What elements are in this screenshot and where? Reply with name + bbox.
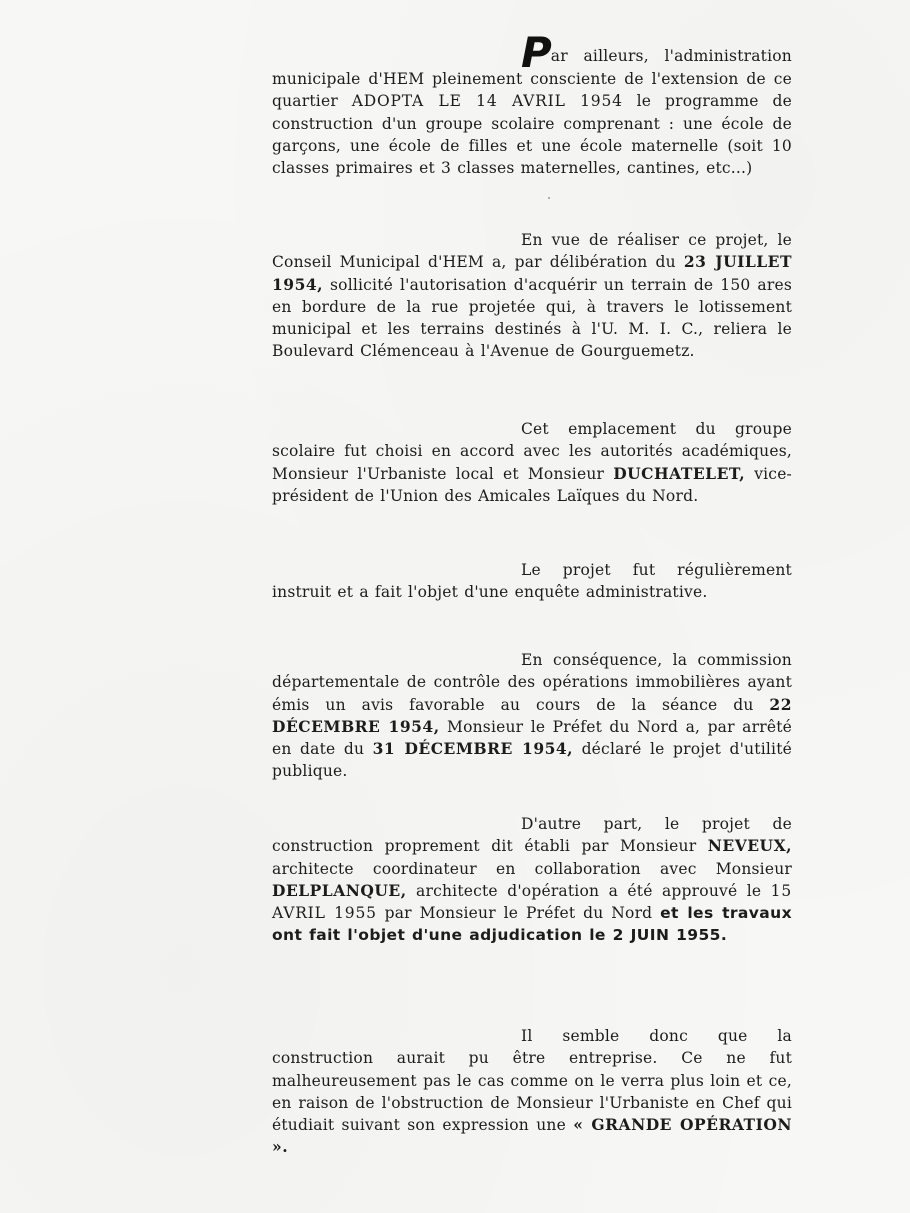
paragraph-1 [272, 28, 793, 179]
paragraph-1-text-b: le programme de construction d'un groupe scolaire comprenant : une école de garçons, une école de filles et une école maternelle (soit 10 classes primaires et 3 classes maternelles, cantines, etc...) [272, 92, 793, 178]
paragraph-2-date: 23 JUILLET 1954, [272, 252, 792, 294]
paragraph-5-date-b: 31 DÉCEMBRE 1954, [372, 739, 574, 759]
paragraph-3-text-b: vice-président de l'Union des Amicales Laïques du Nord. [272, 464, 792, 505]
paragraph-7 [272, 1025, 792, 1159]
paragraph-1-date: ADOPTA LE 14 AVRIL 1954 [351, 92, 623, 111]
paragraph-5-text-b: Monsieur le Préfet du Nord a, par arrêté en date du [272, 717, 792, 759]
paragraph-6-name-a: NEVEUX, [707, 836, 792, 856]
paragraph-2-text-a: En vue de réaliser ce projet, le Conseil Municipal d'HEM a, par délibération du [272, 231, 792, 272]
paragraph-1-text-a: ar ailleurs, l'administration municipale d'HEM pleinement consciente de l'extension de ce quartier [272, 47, 792, 111]
paragraph-7-operation: « GRANDE OPÉRATION ». [272, 1115, 792, 1157]
paragraph-6-text-a: D'autre part, le projet de construction proprement dit établi par Monsieur [272, 815, 792, 856]
paragraph-6-bold-statement: et les travaux ont fait l'objet d'une adjudication le 2 JUIN 1955. [272, 904, 792, 945]
paragraph-4 [272, 559, 792, 604]
paragraph-5 [272, 649, 792, 783]
paragraph-6-text-c: architecte d'opération a été approuvé le [406, 881, 771, 900]
speck [548, 197, 550, 199]
paragraph-6-date: 15 AVRIL 1955 [272, 881, 792, 923]
paragraph-3-name: DUCHATELET, [613, 463, 746, 483]
paragraph-3 [272, 418, 792, 507]
paragraph-6-text-d: par Monsieur le Préfet du Nord [376, 904, 661, 923]
paragraph-6-text-b: architecte coordinateur en collaboration avec Monsieur [272, 859, 792, 878]
paragraph-3-text-a: Cet emplacement du groupe scolaire fut choisi en accord avec les autorités académiques, Monsieur l'Urbaniste local et Monsieur [272, 420, 792, 483]
paragraph-5-text-a: En conséquence, la commission départementale de contrôle des opérations immobilières ayant émis un avis favorable au cours de la séance du [272, 651, 792, 714]
paragraph-4-text: Le projet fut régulièrement instruit et a fait l'objet d'une enquête administrative. [272, 561, 792, 602]
paragraph-5-date-a: 22 DÉCEMBRE 1954, [272, 694, 792, 736]
paragraph-7-text-a: Il semble donc que la construction aurait pu être entreprise. Ce ne fut malheureusement pas le cas comme on le verra plus loin et ce, en raison de l'obstruction de Monsieur l'Urbaniste en Chef qui étudiait suivant son expression une [272, 1027, 792, 1135]
paragraph-6-name-b: DELPLANQUE, [272, 880, 407, 900]
paragraph-2-text-b: sollicité l'autorisation d'acquérir un terrain de 150 ares en bordure de la rue projetée qui, à travers le lotissement municipal et les terrains destinés à l'U. M. I. C., reliera le Boulevard Clémenceau à l'Avenue de Gourguemetz. [272, 275, 792, 361]
paragraph-6 [272, 813, 792, 947]
paragraph-5-text-c: déclaré le projet d'utilité publique. [272, 740, 792, 781]
drop-cap: P [521, 28, 551, 77]
paragraph-2 [272, 229, 792, 363]
